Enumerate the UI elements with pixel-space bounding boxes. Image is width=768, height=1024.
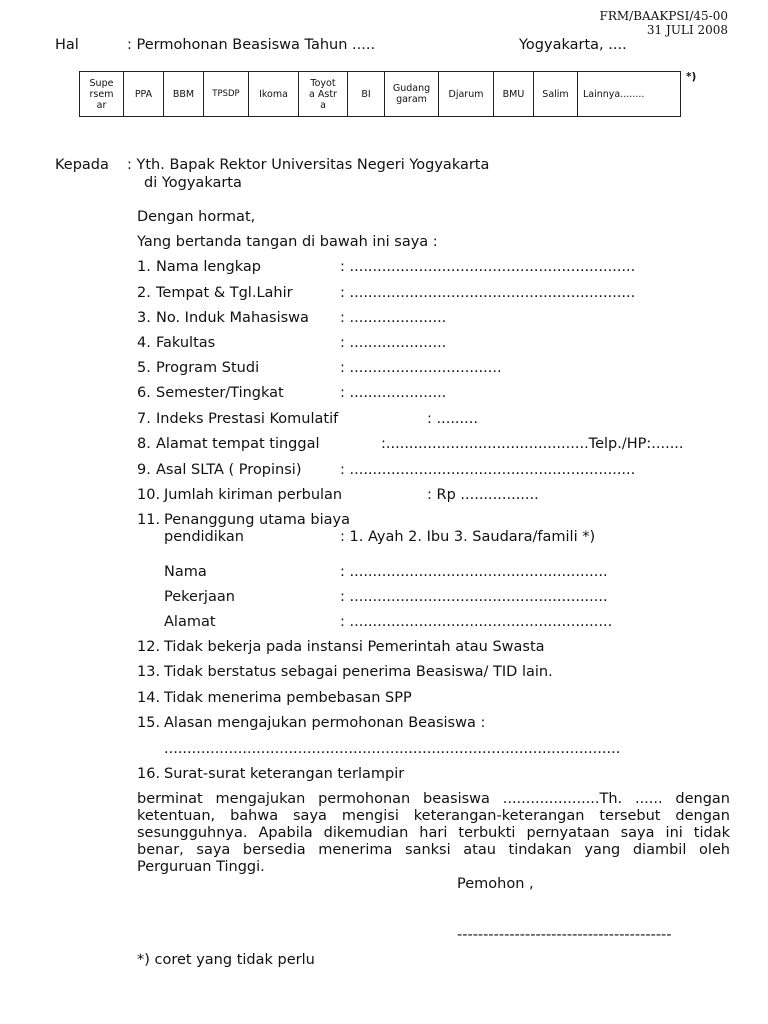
field-value[interactable]: : ..................... bbox=[340, 335, 447, 351]
statement-number: 14. bbox=[137, 690, 161, 706]
field-value[interactable]: :............................................Telp./HP:....... bbox=[381, 436, 684, 452]
field-number: 2. bbox=[137, 285, 151, 301]
field-label: No. Induk Mahasiswa bbox=[156, 310, 309, 326]
scholarship-option[interactable]: Gudang garam bbox=[385, 72, 439, 117]
greeting: Dengan hormat, bbox=[137, 209, 256, 225]
statement-text: Tidak bekerja pada instansi Pemerintah atau Swasta bbox=[164, 639, 545, 655]
field-value[interactable]: : ......... bbox=[427, 411, 478, 427]
guardian-label-2: pendidikan bbox=[164, 529, 244, 545]
guardian-alamat-label: Alamat bbox=[164, 614, 216, 630]
field-label: Program Studi bbox=[156, 360, 260, 376]
scholarship-note: *) bbox=[686, 71, 697, 83]
scholarship-option[interactable] bbox=[80, 72, 124, 117]
guardian-relation-options[interactable]: : 1. Ayah 2. Ibu 3. Saudara/famili *) bbox=[340, 529, 596, 545]
intro-text: Yang bertanda tangan di bawah ini saya : bbox=[137, 234, 438, 250]
scholarship-option[interactable]: Djarum bbox=[439, 72, 494, 117]
scholarship-label: Toyota Astra bbox=[309, 77, 337, 111]
field-number: 10. bbox=[137, 487, 161, 503]
field-number: 6. bbox=[137, 385, 151, 401]
field-label: Indeks Prestasi Komulatif bbox=[156, 411, 339, 427]
field-value[interactable]: : .............................................................. bbox=[340, 462, 636, 478]
hal-label: Hal bbox=[55, 37, 79, 53]
field-number: 7. bbox=[137, 411, 151, 427]
hal-value: : Permohonan Beasiswa Tahun ..... bbox=[127, 37, 376, 53]
closing-paragraph: berminat mengajukan permohonan beasiswa .....................Th. ...... dengan ketentuan, bahwa saya mengisi keterangan-keterangan tersebut dengan sesungguhnya. Apabila dikemudian hari terbukti pernyataan saya ini tidak benar, saya bersedia menerima sanksi atau tindakan yang diambil oleh Perguruan Tinggi. bbox=[137, 791, 730, 875]
scholarship-option[interactable]: BBM bbox=[164, 72, 204, 117]
statement-number: 13. bbox=[137, 664, 161, 680]
scholarship-option[interactable] bbox=[299, 72, 348, 117]
scholarship-option[interactable]: BI bbox=[348, 72, 385, 117]
field-label: Tempat & Tgl.Lahir bbox=[156, 285, 293, 301]
recipient-line2: di Yogyakarta bbox=[144, 175, 242, 191]
guardian-alamat-field[interactable]: : ......................................................... bbox=[340, 614, 613, 630]
scholarship-option[interactable]: TPSDP bbox=[204, 72, 249, 117]
signature-line[interactable]: ----------------------------------------- bbox=[457, 927, 672, 943]
statement-text: Tidak berstatus sebagai penerima Beasiswa/ TID lain. bbox=[164, 664, 553, 680]
guardian-nama-field[interactable]: : ........................................................ bbox=[340, 564, 608, 580]
guardian-pekerjaan-label: Pekerjaan bbox=[164, 589, 235, 605]
form-date: 31 JULI 2008 bbox=[646, 23, 728, 37]
guardian-nama-label: Nama bbox=[164, 564, 207, 580]
field-value[interactable]: : .............................................................. bbox=[340, 259, 636, 275]
field-number: 5. bbox=[137, 360, 151, 376]
scholarship-option[interactable]: BMU bbox=[494, 72, 534, 117]
attachments-number: 16. bbox=[137, 766, 161, 782]
recipient-line1: : Yth. Bapak Rektor Universitas Negeri Yogyakarta bbox=[127, 157, 490, 173]
field-number: 8. bbox=[137, 436, 151, 452]
attachments-text: Surat-surat keterangan terlampir bbox=[164, 766, 405, 782]
field-label: Fakultas bbox=[156, 335, 216, 351]
place-date: Yogyakarta, .... bbox=[519, 37, 627, 53]
form-code: FRM/BAAKPSI/45-00 bbox=[599, 9, 728, 23]
signature-label: Pemohon , bbox=[457, 876, 534, 892]
field-label: Alamat tempat tinggal bbox=[156, 436, 320, 452]
guardian-label-1: Penanggung utama biaya bbox=[164, 512, 350, 528]
field-label: Jumlah kiriman perbulan bbox=[164, 487, 343, 503]
scholarship-table bbox=[79, 71, 681, 117]
statement-number: 12. bbox=[137, 639, 161, 655]
statement-number: 15. bbox=[137, 715, 161, 731]
footnote: *) coret yang tidak perlu bbox=[137, 952, 315, 968]
field-number: 4. bbox=[137, 335, 151, 351]
scholarship-label: Supersemar bbox=[89, 77, 114, 111]
field-label: Semester/Tingkat bbox=[156, 385, 284, 401]
scholarship-option[interactable]: Lainnya........ bbox=[578, 72, 681, 117]
guardian-number: 11. bbox=[137, 512, 161, 528]
scholarship-option[interactable]: Salim bbox=[534, 72, 578, 117]
reason-field[interactable]: ................................................................................................... bbox=[164, 741, 621, 757]
field-value[interactable]: : Rp ................. bbox=[427, 487, 539, 503]
field-value[interactable]: : ..................... bbox=[340, 310, 447, 326]
recipient-label: Kepada bbox=[55, 157, 109, 173]
statement-text: Alasan mengajukan permohonan Beasiswa : bbox=[164, 715, 486, 731]
field-value[interactable]: : .............................................................. bbox=[340, 285, 636, 301]
statement-text: Tidak menerima pembebasan SPP bbox=[164, 690, 412, 706]
field-number: 9. bbox=[137, 462, 151, 478]
field-number: 3. bbox=[137, 310, 151, 326]
field-value[interactable]: : ..................... bbox=[340, 385, 447, 401]
field-label: Asal SLTA ( Propinsi) bbox=[156, 462, 302, 478]
field-label: Nama lengkap bbox=[156, 259, 261, 275]
field-number: 1. bbox=[137, 259, 151, 275]
form-code-block bbox=[600, 9, 728, 37]
scholarship-option[interactable]: Ikoma bbox=[249, 72, 299, 117]
guardian-pekerjaan-field[interactable]: : ........................................................ bbox=[340, 589, 608, 605]
scholarship-row bbox=[80, 72, 681, 117]
field-value[interactable]: : ................................. bbox=[340, 360, 502, 376]
scholarship-option[interactable]: PPA bbox=[124, 72, 164, 117]
